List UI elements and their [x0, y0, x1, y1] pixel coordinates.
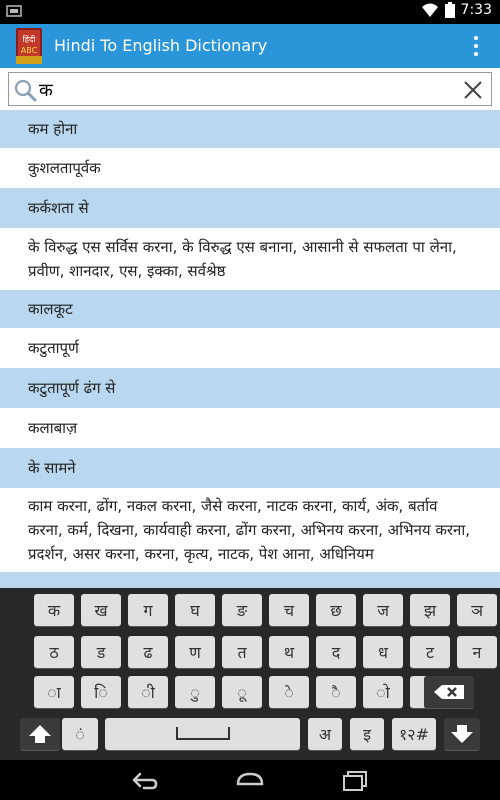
list-item[interactable] — [0, 448, 500, 488]
key-row2-2[interactable]: ढ — [128, 636, 168, 668]
search-box — [8, 72, 492, 106]
list-item[interactable] — [0, 328, 500, 368]
key-row2-3[interactable]: ण — [175, 636, 215, 668]
list-item-text: के सामने — [28, 459, 76, 477]
list-item-text: कलाबाज़ — [28, 419, 78, 437]
key-row3-4[interactable]: ू — [222, 676, 262, 708]
action-bar — [0, 24, 500, 68]
list-item[interactable] — [0, 408, 500, 448]
search-bar — [0, 68, 500, 110]
list-item-text: के विरुद्ध एस सर्विस करना, के विरुद्ध एस बनाना, आसानी से सफलता पा लेना, प्रवीण, शानदार, एस, इक्का, सर्वश्रेष्ठ — [28, 238, 457, 280]
key-row3-0[interactable]: ा — [34, 676, 74, 708]
status-bar — [0, 0, 500, 24]
list-item[interactable] — [0, 488, 500, 572]
list-item[interactable] — [0, 110, 500, 148]
list-item-text: कुशलतापूर्वक — [28, 159, 101, 177]
key-row1-1[interactable]: ख — [81, 594, 121, 626]
key-row2-7[interactable]: ध — [363, 636, 403, 668]
key-row1-8[interactable]: झ — [410, 594, 450, 626]
backspace-icon — [432, 683, 466, 701]
overflow-menu-icon[interactable] — [474, 36, 480, 56]
wifi-icon — [421, 2, 439, 18]
app-icon-text-top: हिंदी — [22, 35, 36, 44]
key-anusvara[interactable]: ं — [62, 718, 98, 750]
list-item[interactable] — [0, 572, 500, 588]
home-icon[interactable] — [234, 768, 266, 792]
list-item[interactable] — [0, 368, 500, 408]
enter-key[interactable] — [444, 718, 480, 750]
key-row1-7[interactable]: ज — [363, 594, 403, 626]
dictionary-app-icon[interactable] — [14, 26, 44, 66]
result-list — [0, 110, 500, 588]
key-row3-1[interactable]: ि — [81, 676, 121, 708]
key-row1-4[interactable]: ङ — [222, 594, 262, 626]
key-a[interactable]: अ — [308, 718, 342, 750]
key-row2-9[interactable]: न — [457, 636, 497, 668]
recent-apps-icon[interactable] — [340, 768, 372, 792]
list-item[interactable] — [0, 290, 500, 328]
backspace-key[interactable] — [424, 676, 474, 708]
clear-icon[interactable] — [463, 80, 483, 100]
key-row1-2[interactable]: ग — [128, 594, 168, 626]
status-time: 7:33 — [460, 2, 492, 18]
numbers-key[interactable]: १२# — [392, 718, 436, 750]
search-input[interactable] — [39, 77, 449, 103]
list-item-text: कर्कशता से — [28, 199, 89, 217]
key-row3-3[interactable]: ु — [175, 676, 215, 708]
key-row2-4[interactable]: त — [222, 636, 262, 668]
key-row1-9[interactable]: ञ — [457, 594, 497, 626]
soft-keyboard — [0, 588, 500, 760]
list-item[interactable] — [0, 188, 500, 228]
list-item-text: काम करना, ढोंग, नकल करना, जैसे करना, नाटक करना, कार्य, अंक, बर्ताव करना, कर्म, दिखना, कार्यवाही करना, ढोंग करना, अभिनय करना, अभिनय करना, प्रदर्शन, असर करना, करना, कृत्य, नाटक, पेश आना, अधिनियम — [28, 497, 470, 563]
key-row1-5[interactable]: च — [269, 594, 309, 626]
search-icon — [13, 78, 37, 102]
key-row1-0[interactable]: क — [34, 594, 74, 626]
key-row2-0[interactable]: ठ — [34, 636, 74, 668]
list-item-text: कटुतापूर्ण ढंग से — [28, 379, 116, 397]
app-icon-text-bottom: ABC — [20, 46, 38, 55]
notification-icon — [6, 4, 22, 18]
arrow-down-icon — [449, 723, 475, 745]
list-item-text: कम होना — [28, 120, 78, 138]
shift-key[interactable] — [20, 718, 60, 750]
key-row3-5[interactable]: े — [269, 676, 309, 708]
key-row2-5[interactable]: थ — [269, 636, 309, 668]
key-row2-1[interactable]: ड — [81, 636, 121, 668]
key-row3-2[interactable]: ी — [128, 676, 168, 708]
list-item[interactable] — [0, 228, 500, 290]
navigation-bar — [0, 760, 500, 800]
key-row1-3[interactable]: घ — [175, 594, 215, 626]
key-i[interactable]: इ — [350, 718, 384, 750]
key-row2-6[interactable]: द — [316, 636, 356, 668]
back-icon[interactable] — [128, 768, 160, 792]
space-icon — [175, 725, 231, 743]
key-row3-6[interactable]: ै — [316, 676, 356, 708]
list-item[interactable] — [0, 148, 500, 188]
shift-icon — [27, 723, 53, 745]
battery-icon — [445, 2, 455, 18]
app-title: Hindi To English Dictionary — [54, 36, 268, 55]
key-row2-8[interactable]: ट — [410, 636, 450, 668]
space-key[interactable] — [105, 718, 300, 750]
key-row1-6[interactable]: छ — [316, 594, 356, 626]
list-item-text: कालकूट — [28, 300, 73, 318]
list-item-text: कटुतापूर्ण — [28, 339, 79, 357]
key-row3-7[interactable]: ो — [363, 676, 403, 708]
